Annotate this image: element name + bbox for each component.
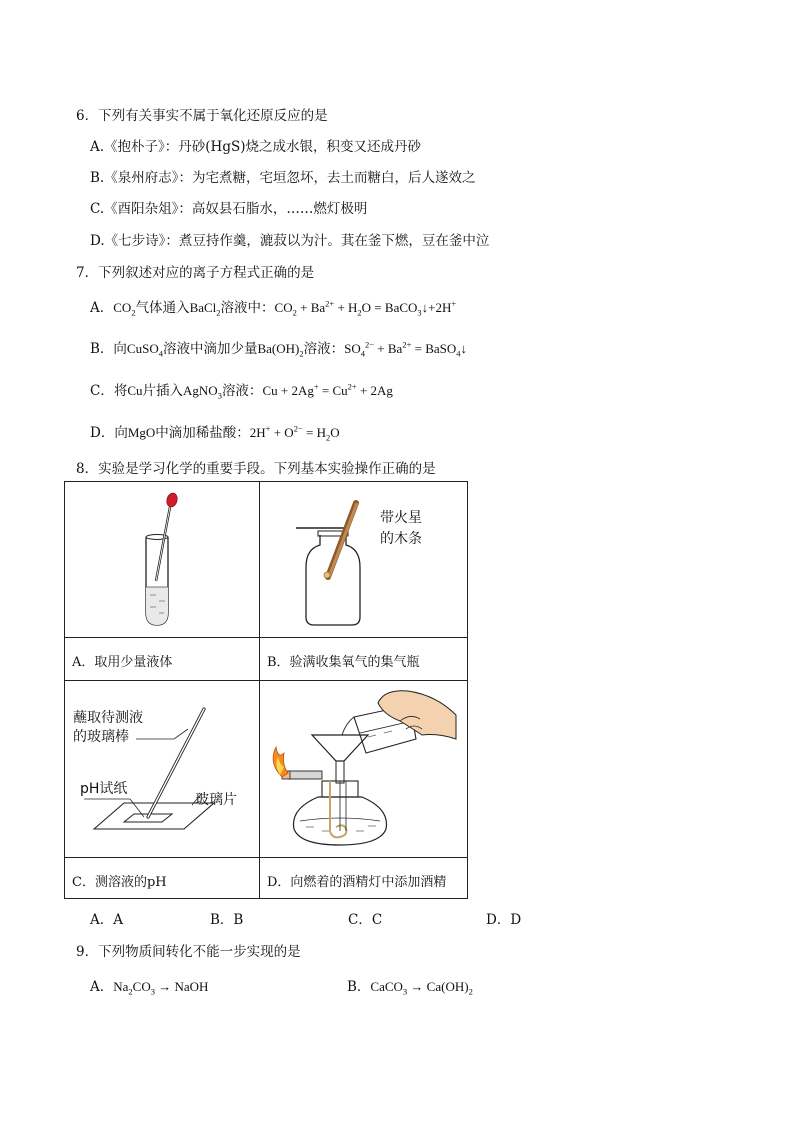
q9-a-formula: $Na_2CO_3$ → NaOH bbox=[113, 979, 209, 997]
q8-choice-d: D．D bbox=[486, 912, 522, 928]
q6-stem: 6．下列有关事实不属于氧化还原反应的是 bbox=[76, 108, 328, 124]
gas-bottle-splint-illustration bbox=[260, 481, 468, 637]
q7-b-equation: $SO_4^{2-} + Ba^{2+}$ = BaSO$_4$↓ bbox=[344, 339, 467, 359]
alcohol-lamp-illustration bbox=[260, 681, 468, 857]
table-divider bbox=[64, 857, 468, 858]
q7-stem: 7．下列叙述对应的离子方程式正确的是 bbox=[76, 265, 315, 281]
q8-choice-b: B．B bbox=[210, 912, 244, 928]
q7-c-equation: $Cu + 2Ag^+ = Cu^{2+} + 2Ag$ bbox=[262, 381, 393, 398]
q9-b-formula: CaCO$_3$ → $Ca(OH)_2$ bbox=[370, 979, 473, 997]
q7-option-d: D．向MgO中滴加稀盐酸：$2H^+ + O^{2-} = H_2O$ bbox=[90, 423, 340, 443]
caption-c: C．测溶液的pH bbox=[72, 875, 167, 890]
q7-option-a: A．$CO_2$气体通入BaCl$_2$溶液中：$CO_2 + Ba^{2+} + H_2O$ = BaCO$_3$↓+2H+ bbox=[90, 298, 457, 318]
q7-d-equation: $2H^+ + O^{2-} = H_2O$ bbox=[249, 423, 340, 443]
q8-choice-c: C．C bbox=[348, 912, 383, 928]
q6-option-c: C.《酉阳杂俎》：高奴县石脂水，……燃灯极明 bbox=[90, 201, 368, 217]
q8-stem: 8．实验是学习化学的重要手段。下列基本实验操作正确的是 bbox=[76, 461, 436, 477]
q6-option-a: A.《抱朴子》：丹砂(HgS)烧之成水银，积变又还成丹砂 bbox=[90, 139, 421, 155]
q9-option-b: B．CaCO$_3$ → $Ca(OH)_2$ bbox=[347, 979, 473, 997]
caption-d: D．向燃着的酒精灯中添加酒精 bbox=[267, 875, 447, 890]
glass-rod-label-line2: 的玻璃棒 bbox=[73, 729, 129, 745]
q7-a-equation: $CO_2 + Ba^{2+} + H_2O$ = BaCO$_3$↓+2H+ bbox=[274, 298, 457, 318]
glass-rod-label-line1: 蘸取待测液 bbox=[73, 710, 143, 726]
table-divider bbox=[64, 637, 468, 638]
splint-label-line2: 的木条 bbox=[380, 531, 422, 547]
caption-a: A．取用少量液体 bbox=[72, 655, 173, 670]
ph-paper-label: pH试纸 bbox=[80, 781, 128, 797]
test-tube-dropper-illustration bbox=[64, 481, 259, 637]
q6-option-b: B.《泉州府志》：为宅煮糖，宅垣忽坏，去土而糖白，后人遂效之 bbox=[90, 170, 476, 186]
q7-option-c: C．将Cu片插入AgNO$_3$溶液：$Cu + 2Ag^+ = Cu^{2+} + 2Ag$ bbox=[90, 381, 393, 401]
q9-option-a: A．$Na_2CO_3$ → NaOH bbox=[90, 979, 209, 997]
q9-stem: 9．下列物质间转化不能一步实现的是 bbox=[76, 944, 301, 960]
q7-a-co2: $CO_2$ bbox=[113, 300, 136, 318]
caption-b: B．验满收集氧气的集气瓶 bbox=[267, 655, 420, 670]
q6-option-d: D.《七步诗》：煮豆持作羹，漉菽以为汁。萁在釜下燃，豆在釜中泣 bbox=[90, 233, 490, 249]
q8-choice-a: A．A bbox=[90, 912, 123, 928]
glass-plate-label: 玻璃片 bbox=[195, 792, 237, 808]
q7-option-b: B．向CuSO$_4$溶液中滴加少量$Ba(OH)_2$溶液：$SO_4^{2-} + Ba^{2+}$ = BaSO$_4$↓ bbox=[90, 339, 467, 359]
splint-label-line1: 带火星 bbox=[380, 510, 422, 526]
